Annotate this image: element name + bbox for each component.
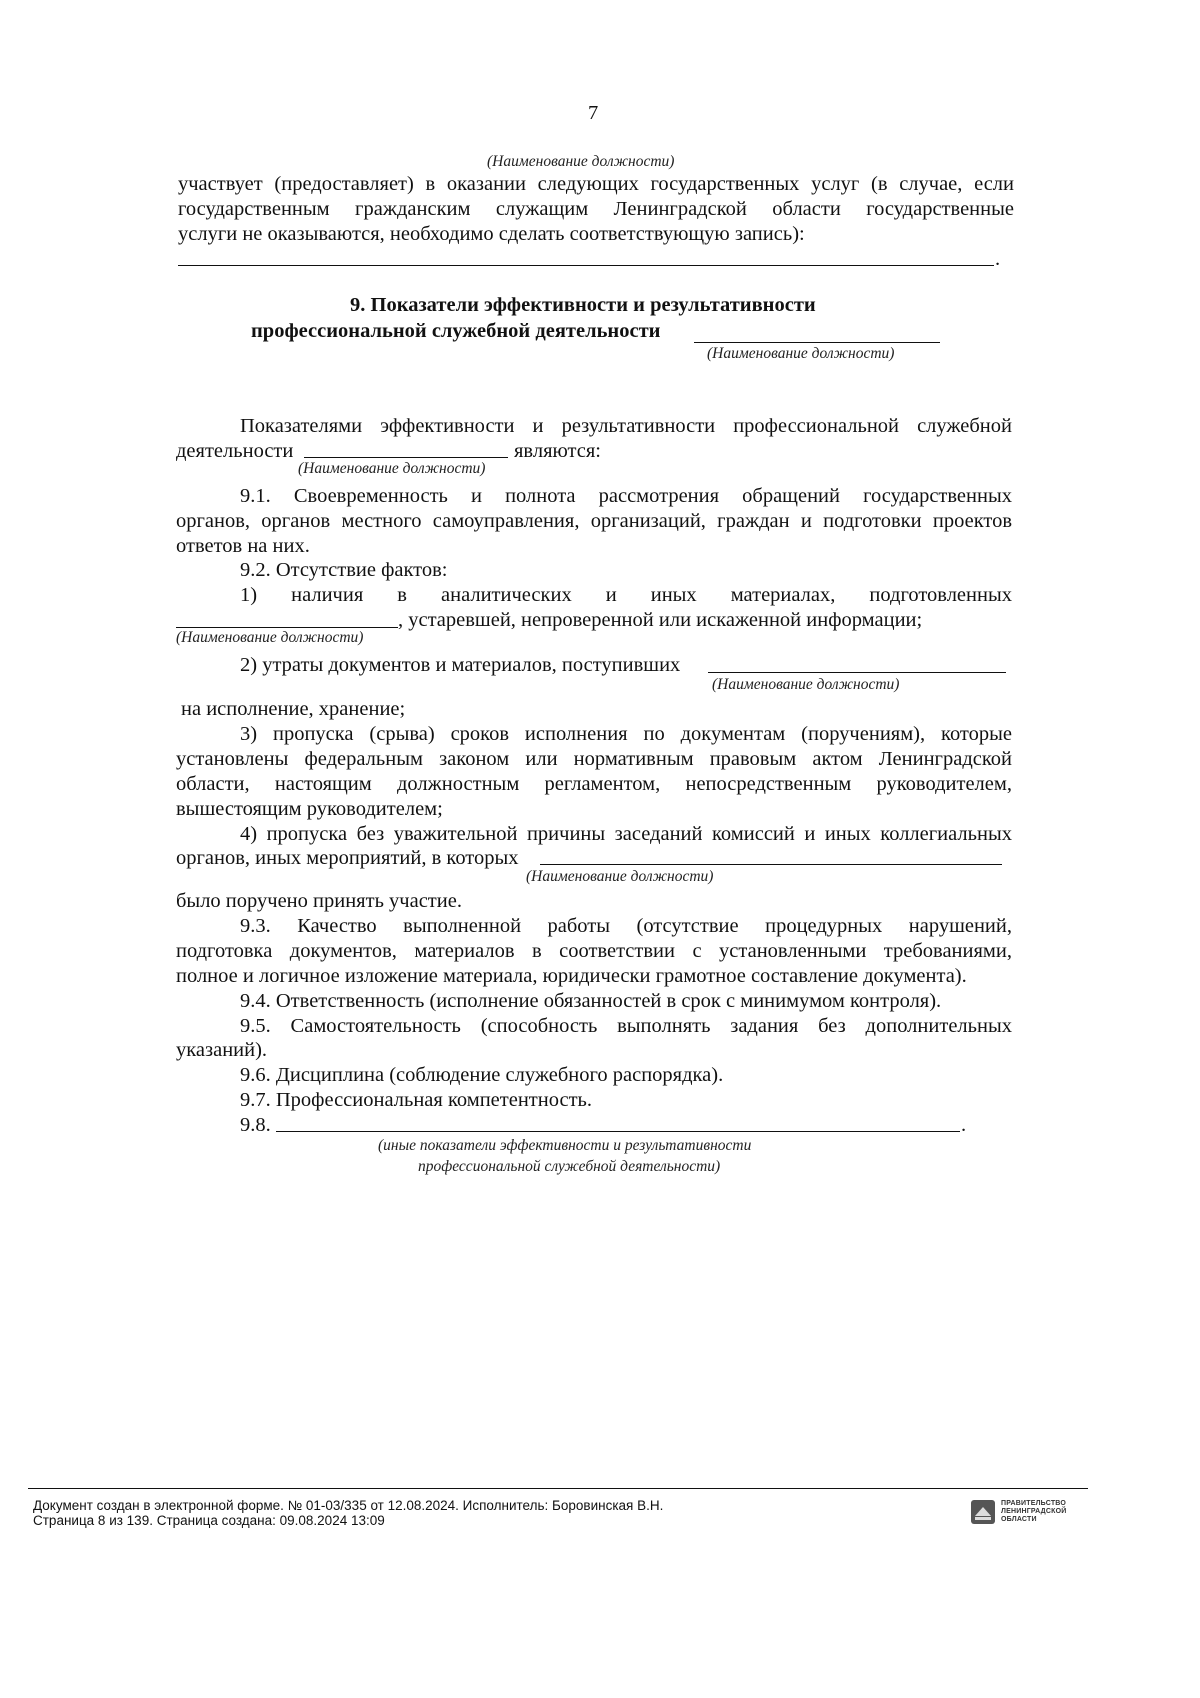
p92-item4-blank bbox=[540, 864, 1002, 865]
p92-item2-caption: (Наименование должности) bbox=[712, 676, 900, 693]
p92-item1-caption: (Наименование должности) bbox=[176, 629, 364, 646]
p92-item1-line-2: , устаревшей, непроверенной или искаженной информации; bbox=[398, 609, 923, 631]
p94: 9.4. Ответственность (исполнение обязанностей в срок с минимумом контроля). bbox=[240, 990, 942, 1012]
p95-line-1: 9.5. Самостоятельность (способность выполнять задания без дополнительных bbox=[240, 1015, 1012, 1037]
p92-item3-line-4: вышестоящим руководителем; bbox=[176, 798, 443, 820]
p98-blank bbox=[276, 1131, 960, 1132]
para-main-line-2-end: являются: bbox=[514, 440, 601, 462]
intro-end-mark: . bbox=[995, 248, 1001, 270]
p92-item3-line-2: установлены федеральным законом или нормативным правовым актом Ленинградской bbox=[176, 748, 1012, 770]
p93-line-1: 9.3. Качество выполненной работы (отсутствие процедурных нарушений, bbox=[240, 915, 1012, 937]
page-number: 7 bbox=[588, 102, 599, 124]
p96: 9.6. Дисциплина (соблюдение служебного распорядка). bbox=[240, 1064, 724, 1086]
p92-item1-blank bbox=[176, 627, 398, 628]
intro-line-2: государственным гражданским служащим Ленинградской области государственные bbox=[178, 198, 1014, 220]
p98-caption-line-1: (иные показатели эффективности и результативности bbox=[378, 1137, 752, 1154]
p91-line-3: ответов на них. bbox=[176, 535, 310, 557]
section-title-blank bbox=[694, 342, 940, 343]
p98-end-mark: . bbox=[961, 1114, 967, 1136]
section-title-caption: (Наименование должности) bbox=[707, 345, 895, 362]
p93-line-2: подготовка документов, материалов в соответствии с установленными требованиями, bbox=[176, 940, 1012, 962]
p92-item4-line-1: 4) пропуска без уважительной причины заседаний комиссий и иных коллегиальных bbox=[240, 823, 1012, 845]
p92-item4-line-3: было поручено принять участие. bbox=[176, 890, 462, 912]
footer-line-1: Документ создан в электронной форме. № 01-03/335 от 12.08.2024. Исполнитель: Боровинская В.Н. bbox=[33, 1498, 664, 1513]
intro-blank-line bbox=[178, 265, 994, 266]
para-main-line-1: Показателями эффективности и результативности профессиональной служебной bbox=[240, 415, 1012, 437]
p93-line-3: полное и логичное изложение материала, юридически грамотное составление документа). bbox=[176, 965, 967, 987]
section-title-line-1: 9. Показатели эффективности и результативности bbox=[350, 294, 816, 316]
p91-line-1: 9.1. Своевременность и полнота рассмотрения обращений государственных bbox=[240, 485, 1012, 507]
p95-line-2: указаний). bbox=[176, 1039, 268, 1061]
p92-item2-line-2: на исполнение, хранение; bbox=[181, 698, 406, 720]
intro-line-3: услуги не оказываются, необходимо сделать соответствующую запись): bbox=[178, 223, 805, 245]
p98-label: 9.8. bbox=[240, 1114, 271, 1136]
p97: 9.7. Профессиональная компетентность. bbox=[240, 1089, 593, 1111]
p92-item4-caption: (Наименование должности) bbox=[526, 868, 714, 885]
p92-item2-blank bbox=[708, 672, 1006, 673]
p92-item1-line-1: 1) наличия в аналитических и иных материалах, подготовленных bbox=[240, 584, 1012, 606]
section-title-line-2: профессиональной служебной деятельности bbox=[251, 320, 661, 342]
p91-line-2: органов, органов местного самоуправления, организаций, граждан и подготовки проектов bbox=[176, 510, 1012, 532]
para-main-line-2-start: деятельности bbox=[176, 440, 294, 462]
logo-text-line-2: ЛЕНИНГРАДСКОЙ bbox=[1001, 1508, 1067, 1515]
p98-caption-line-2: профессиональной служебной деятельности) bbox=[418, 1158, 721, 1175]
top-caption: (Наименование должности) bbox=[487, 153, 675, 170]
logo-text-line-3: ОБЛАСТИ bbox=[1001, 1516, 1037, 1523]
footer-rule bbox=[28, 1488, 1088, 1489]
footer-line-2: Страница 8 из 139. Страница создана: 09.08.2024 13:09 bbox=[33, 1513, 385, 1528]
p92-item3-line-3: области, настоящим должностным регламентом, непосредственным руководителем, bbox=[176, 773, 1012, 795]
p92-title: 9.2. Отсутствие фактов: bbox=[240, 559, 448, 581]
para-main-caption: (Наименование должности) bbox=[298, 460, 486, 477]
intro-line-1: участвует (предоставляет) в оказании следующих государственных услуг (в случае, если bbox=[178, 173, 1014, 195]
p92-item3-line-1: 3) пропуска (срыва) сроков исполнения по документам (поручениям), которые bbox=[240, 723, 1012, 745]
para-main-blank bbox=[304, 457, 508, 458]
p92-item2-line-1: 2) утраты документов и материалов, поступивших bbox=[240, 654, 681, 676]
logo-text-line-1: ПРАВИТЕЛЬСТВО bbox=[1001, 1500, 1067, 1507]
p92-item4-line-2: органов, иных мероприятий, в которых bbox=[176, 847, 519, 869]
emblem-icon bbox=[970, 1499, 996, 1525]
